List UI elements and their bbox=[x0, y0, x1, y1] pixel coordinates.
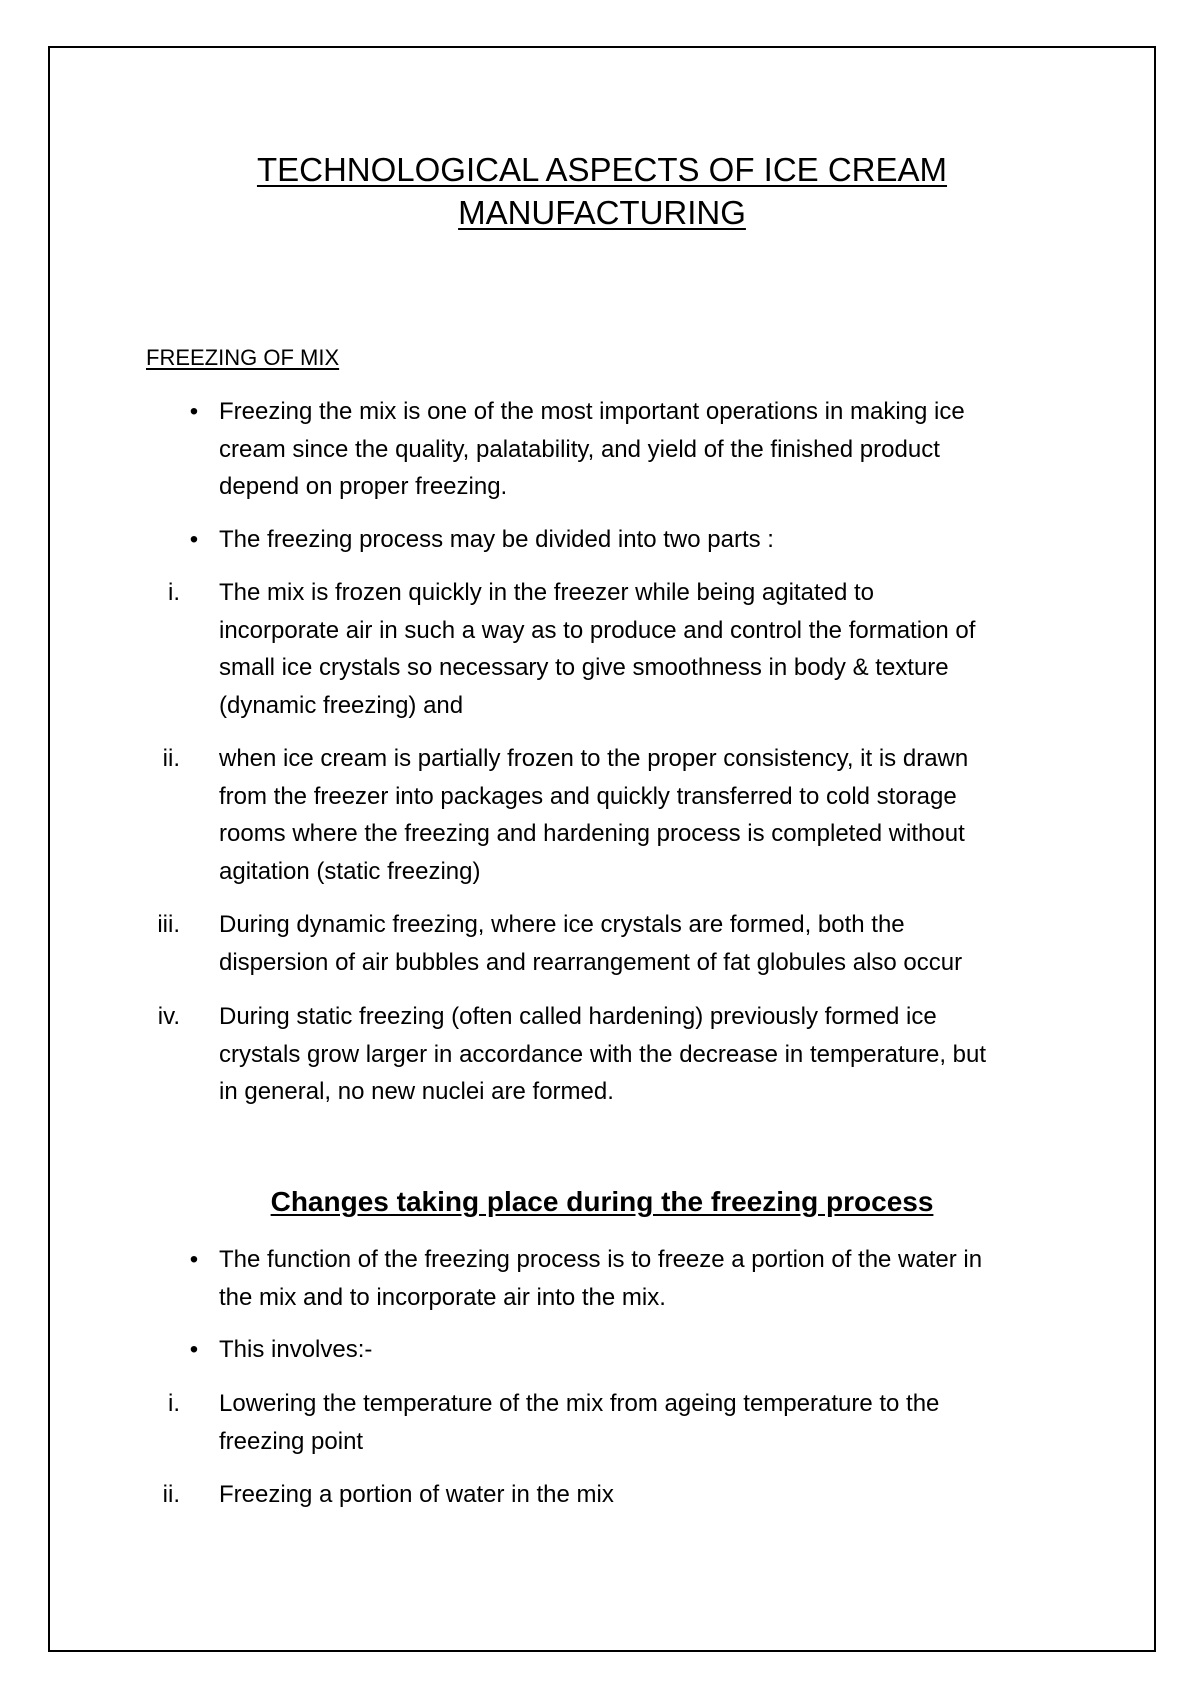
roman-marker: iii. bbox=[157, 911, 180, 938]
roman-marker: ii. bbox=[162, 745, 180, 772]
section-heading-changes-during-freezing: Changes taking place during the freezing process bbox=[270, 1186, 934, 1217]
text-line: This involves:- bbox=[219, 1336, 373, 1363]
list-item-text bbox=[219, 1331, 1059, 1369]
text-line: when ice cream is partially frozen to the proper consistency, it is drawn bbox=[219, 745, 969, 772]
text-line: small ice crystals so necessary to give smoothness in body & texture bbox=[219, 654, 949, 681]
title-line-1: TECHNOLOGICAL ASPECTS OF ICE CREAM bbox=[256, 151, 948, 188]
text-line: the mix and to incorporate air into the mix. bbox=[219, 1283, 666, 1311]
title-line-2: MANUFACTURING bbox=[458, 194, 746, 231]
text-line: in general, no new nuclei are formed. bbox=[219, 1078, 614, 1105]
document-title bbox=[48, 148, 1156, 234]
text-line: The mix is frozen quickly in the freezer while being agitated to bbox=[219, 579, 874, 606]
roman-marker: ii. bbox=[162, 1481, 180, 1508]
text-line: (dynamic freezing) and bbox=[219, 691, 464, 719]
text-line: The function of the freezing process is to freeze a portion of the water in bbox=[219, 1246, 983, 1273]
text-line: cream since the quality, palatability, and yield of the finished product bbox=[219, 435, 940, 463]
bullet-marker: • bbox=[189, 398, 199, 425]
list-item-text bbox=[219, 521, 1059, 559]
bullet-marker: • bbox=[189, 1246, 199, 1273]
roman-marker: iv. bbox=[157, 1003, 180, 1030]
text-line: The freezing process may be divided into two parts : bbox=[219, 526, 774, 553]
list-item-text bbox=[219, 1241, 1059, 1316]
text-line: freezing point bbox=[219, 1427, 364, 1455]
text-line: crystals grow larger in accordance with the decrease in temperature, but bbox=[219, 1040, 987, 1068]
text-line: Freezing the mix is one of the most important operations in making ice bbox=[219, 398, 965, 425]
section-heading-freezing-of-mix: FREEZING OF MIX bbox=[146, 345, 340, 370]
list-item-text bbox=[219, 393, 1059, 506]
roman-marker: i. bbox=[168, 1390, 180, 1417]
roman-marker: i. bbox=[168, 579, 180, 606]
list-item-text bbox=[219, 574, 1059, 724]
text-line: Freezing a portion of water in the mix bbox=[219, 1481, 614, 1508]
text-line: incorporate air in such a way as to produce and control the formation of bbox=[219, 616, 976, 644]
list-item-text bbox=[219, 906, 1059, 981]
list-item-text bbox=[219, 1476, 1059, 1514]
bullet-marker: • bbox=[189, 1336, 199, 1363]
text-line: During dynamic freezing, where ice crystals are formed, both the bbox=[219, 911, 905, 938]
list-item-text bbox=[219, 740, 1059, 890]
text-line: agitation (static freezing) bbox=[219, 857, 481, 885]
text-line: depend on proper freezing. bbox=[219, 473, 508, 500]
text-line: rooms where the freezing and hardening process is completed without bbox=[219, 820, 965, 847]
text-line: During static freezing (often called hardening) previously formed ice bbox=[219, 1003, 937, 1030]
bullet-marker: • bbox=[189, 526, 199, 553]
text-line: from the freezer into packages and quickly transferred to cold storage bbox=[219, 782, 957, 810]
list-item-text bbox=[219, 998, 1059, 1111]
text-line: dispersion of air bubbles and rearrangement of fat globules also occur bbox=[219, 948, 963, 976]
text-line: Lowering the temperature of the mix from ageing temperature to the bbox=[219, 1390, 940, 1417]
list-item-text bbox=[219, 1385, 1059, 1460]
